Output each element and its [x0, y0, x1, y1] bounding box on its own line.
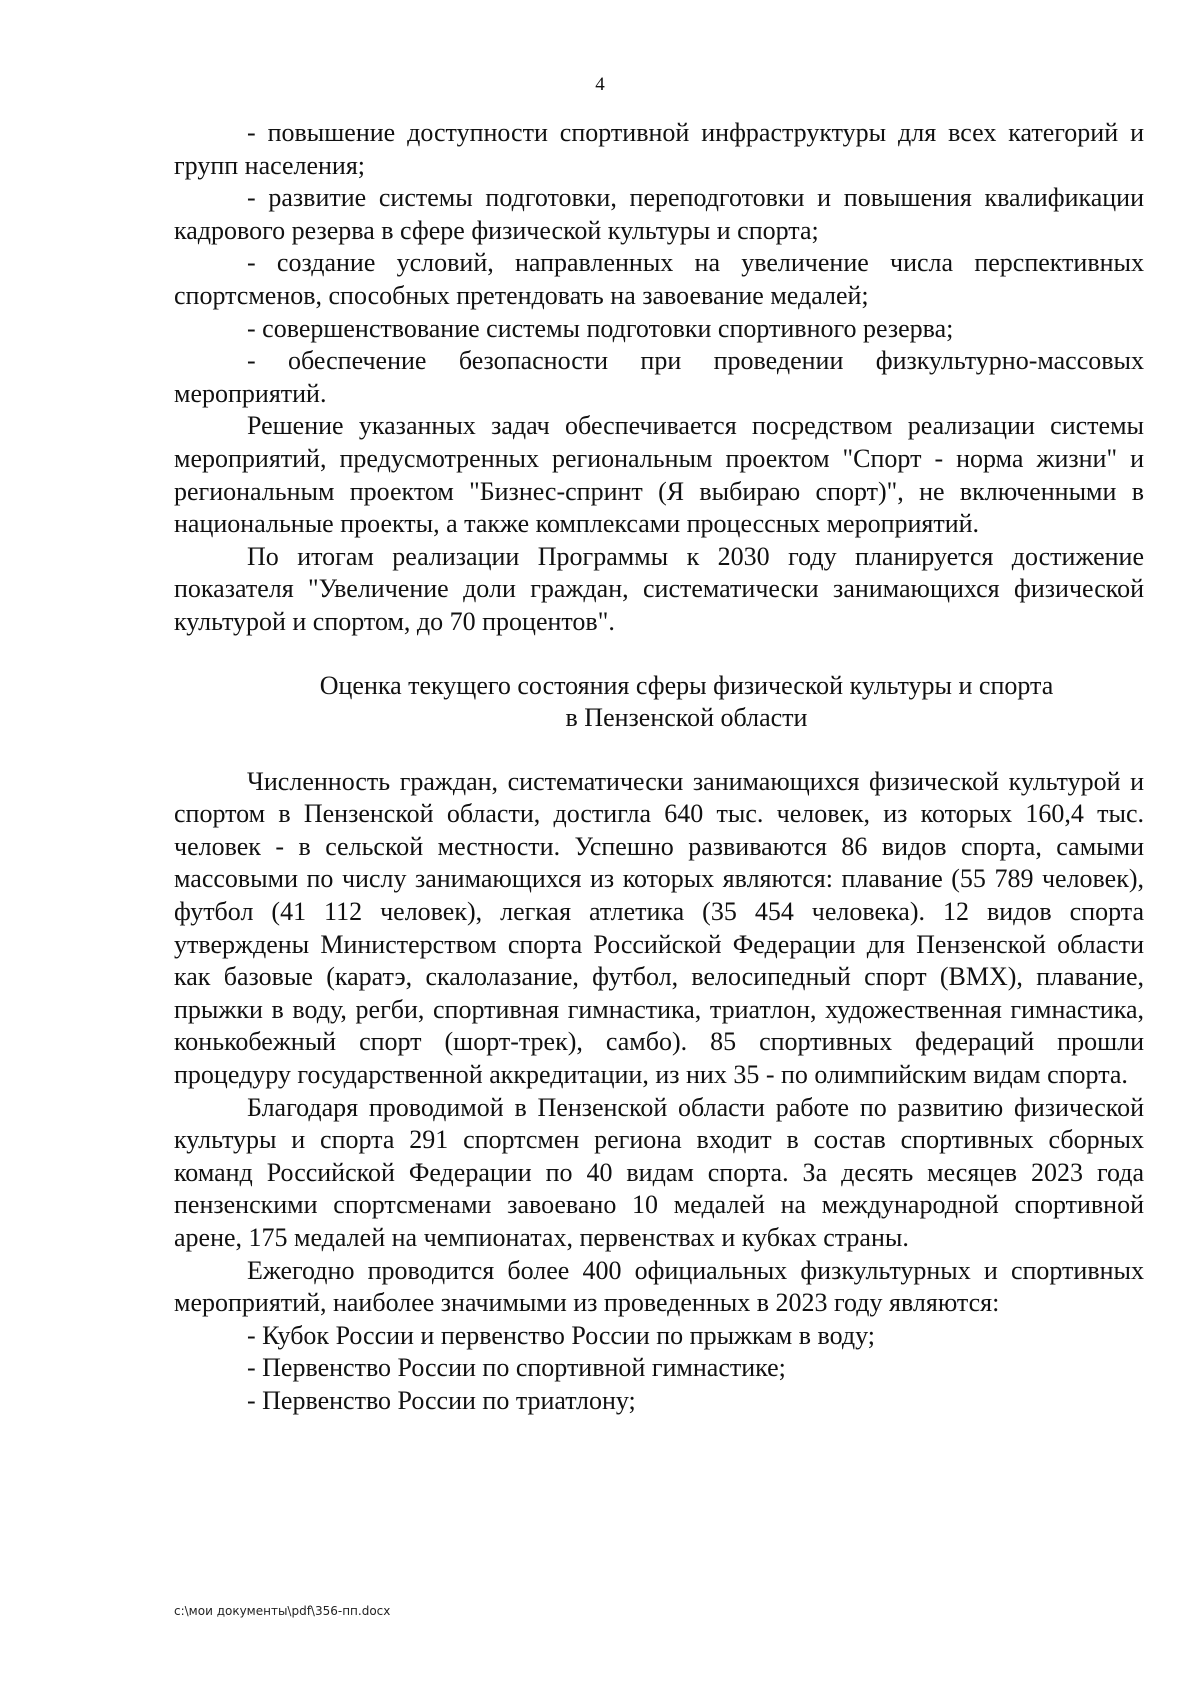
list-item-diving-cup: - Кубок России и первенство России по прыжкам в воду;	[247, 1320, 875, 1350]
paragraph-results-2030: По итогам реализации Программы к 2030 году планируется достижение показателя "Увеличение доли граждан, систематически занимающихся физической культурой и спортом, до 70 процентов".	[174, 541, 1144, 636]
paragraph-solution: Решение указанных задач обеспечивается посредством реализации системы мероприятий, предусмотренных региональным проектом "Спорт - норма жизни" и региональным проектом "Бизнес-спринт (Я выбираю спорт)", не включенными в национальные проекты, а также комплексами процессных мероприятий.	[174, 411, 1144, 539]
section-heading	[174, 670, 1144, 735]
paragraph-task-infrastructure: - повышение доступности спортивной инфраструктуры для всех категорий и групп населения;	[174, 118, 1144, 180]
page-number: 4	[595, 74, 605, 95]
list-item-gymnastics: - Первенство России по спортивной гимнастике;	[247, 1353, 786, 1383]
section-heading-line-2: в Пензенской области	[565, 703, 808, 733]
footer-file-path: c:\мои документы\pdf\356-пп.docx	[174, 1604, 391, 1618]
paragraph-population-stats: Численность граждан, систематически занимающихся физической культурой и спортом в Пензенской области, достигла 640 тыс. человек, из которых 160,4 тыс. человек - в сельской местности. Успешно развиваются 86 видов спорта, самыми массовыми по числу занимающихся из которых являются: плавание (55 789 человек), футбол (41 112 человек), легкая атлетика (35 454 человека). 12 видов спорта утверждены Министерством спорта Российской Федерации для Пензенской области как базовые (каратэ, скалолазание, футбол, велосипедный спорт (BMX), плавание, прыжки в воду, регби, спортивная гимнастика, триатлон, художественная гимнастика, конькобежный спорт (шорт-трек), самбо). 85 спортивных федераций прошли процедуру государственной аккредитации, из них 35 - по олимпийским видам спорта.	[174, 766, 1144, 1090]
paragraph-annual-events: Ежегодно проводится более 400 официальных физкультурных и спортивных мероприятий, наиболее значимыми из проведенных в 2023 году являются:	[174, 1255, 1144, 1318]
document-body	[174, 117, 1144, 1418]
list-item-triathlon: - Первенство России по триатлону;	[247, 1385, 636, 1415]
paragraph-national-teams: Благодаря проводимой в Пензенской области работе по развитию физической культуры и спорта 291 спортсмен региона входит в состав спортивных сборных команд Российской Федерации по 40 видам спорта. За десять месяцев 2023 года пензенскими спортсменами завоевано 10 медалей на международной спортивной арене, 175 медалей на чемпионатах, первенствах и кубках страны.	[174, 1092, 1144, 1252]
paragraph-task-personnel: - развитие системы подготовки, переподготовки и повышения квалификации кадрового резерва в сфере физической культуры и спорта;	[174, 183, 1144, 245]
paragraph-task-reserve: - совершенствование системы подготовки спортивного резерва;	[247, 313, 954, 343]
paragraph-task-safety: - обеспечение безопасности при проведении физкультурно-массовых мероприятий.	[174, 346, 1144, 408]
paragraph-task-athletes: - создание условий, направленных на увеличение числа перспективных спортсменов, способных претендовать на завоевание медалей;	[174, 248, 1144, 310]
section-heading-line-1: Оценка текущего состояния сферы физической культуры и спорта	[319, 670, 1054, 700]
